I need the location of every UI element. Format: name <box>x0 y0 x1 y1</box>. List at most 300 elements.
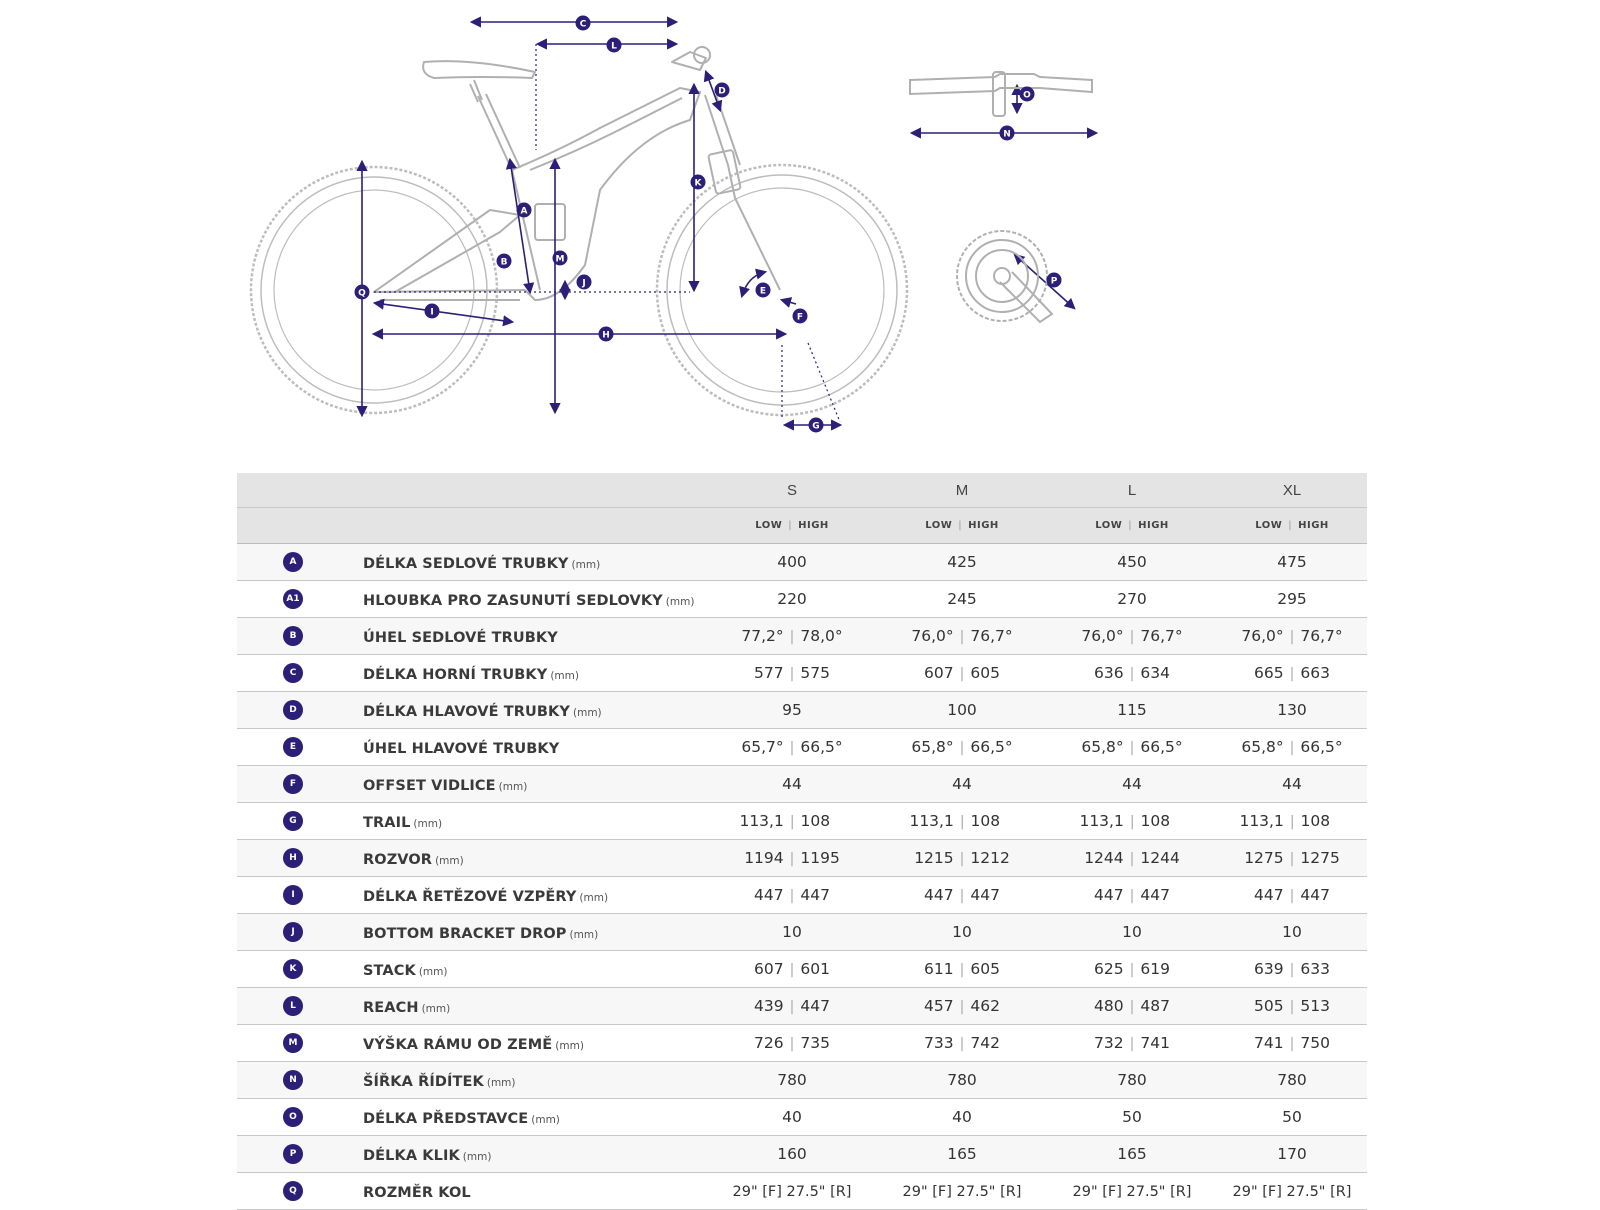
size-value-cell <box>1047 1136 1217 1173</box>
size-value-cell <box>877 877 1047 914</box>
measure-name: BOTTOM BRACKET DROP <box>363 925 567 942</box>
size-value-cell <box>877 766 1047 803</box>
value: 10 <box>952 923 972 941</box>
measure-badge: G <box>283 811 303 831</box>
table-row <box>237 1025 1367 1062</box>
measure-badge: O <box>283 1107 303 1127</box>
table-row <box>237 618 1367 655</box>
crankset-detail <box>957 231 1052 322</box>
value-separator: | <box>1129 666 1135 682</box>
value: 165 <box>947 1145 977 1163</box>
diagram-badge-label: D <box>718 86 726 97</box>
size-value-cell <box>707 914 877 951</box>
value: 475 <box>1277 553 1307 571</box>
value: 115 <box>1117 701 1147 719</box>
diagram-badge-label: F <box>796 312 804 323</box>
high-value: 1275 <box>1300 849 1340 867</box>
size-value-cell <box>1217 766 1367 803</box>
high-value: 66,5° <box>970 738 1013 756</box>
table-row <box>237 1136 1367 1173</box>
measure-name: ŠÍŘKA ŘÍDÍTEK <box>363 1073 484 1090</box>
value-separator: | <box>959 999 965 1015</box>
high-value: 108 <box>1300 812 1331 830</box>
size-value-cell <box>1217 988 1367 1025</box>
high-value: 447 <box>1140 886 1170 904</box>
high-value: 605 <box>970 664 1000 682</box>
size-value-cell <box>707 1025 877 1062</box>
size-value-cell <box>1047 581 1217 618</box>
high-value: 575 <box>800 664 830 682</box>
size-value-cell <box>1217 1062 1367 1099</box>
bike-geometry-diagram <box>0 0 1600 450</box>
low-value: 76,0° <box>1081 627 1124 645</box>
size-value-cell <box>1217 544 1367 581</box>
low-value: 457 <box>924 997 954 1015</box>
size-value-cell <box>707 1136 877 1173</box>
size-value-cell <box>707 1099 877 1136</box>
high-value: 447 <box>1300 886 1330 904</box>
measure-badge: C <box>283 663 303 683</box>
table-row <box>237 988 1367 1025</box>
high-value: 1212 <box>970 849 1010 867</box>
value: 295 <box>1277 590 1307 608</box>
measure-unit: (mm) <box>573 706 602 719</box>
high-value: 108 <box>1140 812 1171 830</box>
measure-unit: (mm) <box>486 1076 516 1089</box>
size-value-cell <box>707 692 877 729</box>
table-row <box>237 840 1367 877</box>
value-separator: | <box>789 1036 795 1052</box>
size-value-cell <box>877 581 1047 618</box>
low-value: 636 <box>1094 664 1124 682</box>
measure-unit: (mm) <box>498 780 528 793</box>
size-value-cell <box>1217 581 1367 618</box>
size-value-cell <box>877 544 1047 581</box>
table-row <box>237 766 1367 803</box>
high-value: 735 <box>800 1034 830 1052</box>
size-value-cell <box>707 729 877 766</box>
size-value-cell <box>877 1136 1047 1173</box>
measure-name: DÉLKA SEDLOVÉ TRUBKY <box>363 555 569 572</box>
measure-badge: B <box>283 626 303 646</box>
value: 780 <box>777 1071 807 1089</box>
value-separator: | <box>959 740 965 756</box>
high-value: 619 <box>1140 960 1170 978</box>
value: 780 <box>947 1071 977 1089</box>
measure-badge: F <box>283 774 303 794</box>
measure-name: STACK <box>363 962 416 979</box>
size-value-cell <box>707 877 877 914</box>
low-value: 732 <box>1094 1034 1124 1052</box>
value: 400 <box>777 553 807 571</box>
value-separator: | <box>1289 629 1295 645</box>
measure-unit: (mm) <box>418 965 448 978</box>
high-value: 447 <box>800 997 830 1015</box>
size-value-cell <box>1217 840 1367 877</box>
value-separator: | <box>789 740 795 756</box>
low-high-header-row <box>237 508 1367 544</box>
value: 10 <box>782 923 802 941</box>
size-value-cell <box>707 544 877 581</box>
size-value-cell <box>707 1173 877 1210</box>
diagram-badge-label: O <box>1023 90 1031 101</box>
value-separator: | <box>1129 629 1135 645</box>
value: 10 <box>1122 923 1142 941</box>
low-high-label: LOW | HIGH <box>707 508 877 544</box>
value-separator: | <box>959 666 965 682</box>
size-value-cell <box>1047 840 1217 877</box>
value: 40 <box>952 1108 972 1126</box>
low-value: 113,1 <box>909 812 954 830</box>
value: 170 <box>1277 1145 1307 1163</box>
size-value-cell <box>1047 692 1217 729</box>
high-value: 750 <box>1300 1034 1330 1052</box>
high-value: 76,7° <box>970 627 1013 645</box>
value-separator: | <box>789 666 795 682</box>
measure-badge: A1 <box>283 589 303 609</box>
size-value-cell <box>1047 655 1217 692</box>
low-value: 76,0° <box>1241 627 1284 645</box>
size-value-cell <box>1217 655 1367 692</box>
measure-badge: D <box>283 700 303 720</box>
low-value: 607 <box>924 664 954 682</box>
size-value-cell <box>877 1062 1047 1099</box>
measure-unit: (mm) <box>421 1002 451 1015</box>
size-value-cell <box>1047 803 1217 840</box>
high-value: 605 <box>970 960 1000 978</box>
measure-name: ROZVOR <box>363 851 433 868</box>
value: 29" [F] 27.5" [R] <box>1072 1184 1192 1200</box>
diagram-badge-label: I <box>430 307 434 318</box>
low-value: 577 <box>754 664 784 682</box>
low-value: 639 <box>1254 960 1284 978</box>
value-separator: | <box>1129 999 1135 1015</box>
value-separator: | <box>1289 851 1295 867</box>
low-value: 607 <box>754 960 784 978</box>
measure-unit: (mm) <box>665 595 695 608</box>
low-value: 625 <box>1094 960 1124 978</box>
size-value-cell <box>707 1062 877 1099</box>
size-value-cell <box>1047 618 1217 655</box>
diagram-badge-label: G <box>812 421 820 432</box>
measure-badge: N <box>283 1070 303 1090</box>
high-value: 487 <box>1140 997 1170 1015</box>
measure-badge: E <box>283 737 303 757</box>
value: 29" [F] 27.5" [R] <box>902 1184 1022 1200</box>
value-separator: | <box>959 851 965 867</box>
low-value: 113,1 <box>739 812 784 830</box>
value: 165 <box>1117 1145 1147 1163</box>
table-row <box>237 877 1367 914</box>
size-value-cell <box>1047 914 1217 951</box>
low-value: 65,8° <box>1081 738 1124 756</box>
size-value-cell <box>707 655 877 692</box>
value: 10 <box>1282 923 1302 941</box>
size-value-cell <box>1047 1173 1217 1210</box>
size-value-cell <box>707 951 877 988</box>
low-value: 113,1 <box>1239 812 1284 830</box>
size-value-cell <box>877 988 1047 1025</box>
measure-name: ROZMĚR KOL <box>363 1184 471 1201</box>
table-row <box>237 803 1367 840</box>
high-value: 76,7° <box>1300 627 1343 645</box>
high-value: 108 <box>970 812 1001 830</box>
measure-unit: (mm) <box>569 928 599 941</box>
size-header-row <box>237 473 1367 508</box>
value-separator: | <box>959 962 965 978</box>
size-header-xl: XL <box>1217 473 1367 508</box>
low-high-label: LOW | HIGH <box>1047 508 1217 544</box>
table-row <box>237 1173 1367 1210</box>
measure-unit: (mm) <box>571 558 601 571</box>
table-row <box>237 655 1367 692</box>
table-row <box>237 581 1367 618</box>
high-value: 741 <box>1140 1034 1170 1052</box>
measure-badge: M <box>283 1033 303 1053</box>
value: 95 <box>782 701 802 719</box>
value: 425 <box>947 553 977 571</box>
table-row <box>237 914 1367 951</box>
table-row <box>237 692 1367 729</box>
size-value-cell <box>877 840 1047 877</box>
value-separator: | <box>789 814 795 830</box>
high-value: 66,5° <box>800 738 843 756</box>
measure-name: DÉLKA ŘETĚZOVÉ VZPĚRY <box>363 888 577 905</box>
value: 44 <box>782 775 802 793</box>
measure-badge: I <box>283 885 303 905</box>
high-value: 462 <box>970 997 1000 1015</box>
geometry-table <box>237 473 1367 1210</box>
high-value: 108 <box>800 812 831 830</box>
value: 450 <box>1117 553 1147 571</box>
measure-unit: (mm) <box>435 854 464 867</box>
measure-badge: K <box>283 959 303 979</box>
size-value-cell <box>1217 1173 1367 1210</box>
low-value: 480 <box>1094 997 1124 1015</box>
diagram-badge-label: Q <box>358 288 366 299</box>
value-separator: | <box>959 629 965 645</box>
measure-badge: Q <box>283 1181 303 1201</box>
value-separator: | <box>1129 962 1135 978</box>
value-separator: | <box>1129 851 1135 867</box>
measure-name: ÚHEL HLAVOVÉ TRUBKY <box>363 740 560 757</box>
high-value: 447 <box>970 886 1000 904</box>
low-high-label: LOW | HIGH <box>1217 508 1367 544</box>
low-value: 65,8° <box>1241 738 1284 756</box>
size-value-cell <box>1047 766 1217 803</box>
value-separator: | <box>1289 999 1295 1015</box>
diagram-badge-label: C <box>579 19 587 30</box>
measure-name: DÉLKA HORNÍ TRUBKY <box>363 666 548 683</box>
diagram-badge-label: M <box>555 254 565 265</box>
size-value-cell <box>1047 877 1217 914</box>
size-value-cell <box>1217 803 1367 840</box>
size-value-cell <box>877 803 1047 840</box>
handlebar-detail <box>910 72 1092 116</box>
value-separator: | <box>789 851 795 867</box>
low-value: 733 <box>924 1034 954 1052</box>
size-value-cell <box>877 1173 1047 1210</box>
measure-name: HLOUBKA PRO ZASUNUTÍ SEDLOVKY <box>363 592 663 609</box>
size-value-cell <box>707 840 877 877</box>
size-value-cell <box>1217 877 1367 914</box>
low-value: 439 <box>754 997 784 1015</box>
size-value-cell <box>877 618 1047 655</box>
value: 130 <box>1277 701 1307 719</box>
size-value-cell <box>877 1025 1047 1062</box>
low-value: 726 <box>754 1034 784 1052</box>
value-separator: | <box>1289 1036 1295 1052</box>
value-separator: | <box>959 888 965 904</box>
size-header-s: S <box>707 473 877 508</box>
value: 29" [F] 27.5" [R] <box>1232 1184 1352 1200</box>
size-value-cell <box>1047 1062 1217 1099</box>
value-separator: | <box>789 888 795 904</box>
size-value-cell <box>1047 1025 1217 1062</box>
size-header-l: L <box>1047 473 1217 508</box>
value: 270 <box>1117 590 1147 608</box>
diagram-badge-label: P <box>1050 276 1058 287</box>
measure-unit: (mm) <box>555 1039 584 1052</box>
high-value: 513 <box>1300 997 1330 1015</box>
measure-badge: J <box>283 922 303 942</box>
value: 160 <box>777 1145 807 1163</box>
value-separator: | <box>959 1036 965 1052</box>
low-value: 611 <box>924 960 954 978</box>
value-separator: | <box>959 814 965 830</box>
size-value-cell <box>1047 951 1217 988</box>
value: 44 <box>952 775 972 793</box>
diagram-badge-label: A <box>520 206 528 217</box>
size-value-cell <box>707 803 877 840</box>
size-value-cell <box>707 766 877 803</box>
value-separator: | <box>1289 888 1295 904</box>
measure-unit: (mm) <box>531 1113 560 1126</box>
low-value: 1194 <box>744 849 784 867</box>
measure-name: VÝŠKA RÁMU OD ZEMĚ <box>363 1036 553 1053</box>
diagram-badge-label: J <box>582 278 586 289</box>
size-value-cell <box>707 581 877 618</box>
measure-badge: H <box>283 848 303 868</box>
size-value-cell <box>877 655 1047 692</box>
size-value-cell <box>1047 544 1217 581</box>
high-value: 76,7° <box>1140 627 1183 645</box>
low-value: 1215 <box>914 849 954 867</box>
measure-name: DÉLKA HLAVOVÉ TRUBKY <box>363 703 570 720</box>
size-value-cell <box>1217 1099 1367 1136</box>
value: 780 <box>1277 1071 1307 1089</box>
size-value-cell <box>1217 951 1367 988</box>
value-separator: | <box>789 999 795 1015</box>
table-row <box>237 729 1367 766</box>
diagram-badge-label: H <box>602 330 610 341</box>
high-value: 447 <box>800 886 830 904</box>
size-value-cell <box>707 618 877 655</box>
value-separator: | <box>789 962 795 978</box>
measure-name: DÉLKA KLIK <box>363 1147 460 1164</box>
table-row <box>237 951 1367 988</box>
high-value: 742 <box>970 1034 1000 1052</box>
value: 50 <box>1282 1108 1302 1126</box>
low-value: 447 <box>1254 886 1284 904</box>
high-value: 601 <box>800 960 830 978</box>
size-value-cell <box>1217 1025 1367 1062</box>
low-value: 1244 <box>1084 849 1124 867</box>
size-value-cell <box>877 1099 1047 1136</box>
high-value: 66,5° <box>1300 738 1343 756</box>
high-value: 663 <box>1300 664 1330 682</box>
reference-lines <box>374 41 840 422</box>
diagram-badge-label: L <box>611 41 617 52</box>
table-row <box>237 1099 1367 1136</box>
value: 29" [F] 27.5" [R] <box>732 1184 852 1200</box>
size-value-cell <box>877 914 1047 951</box>
measure-name: REACH <box>363 999 419 1016</box>
high-value: 1244 <box>1140 849 1180 867</box>
value-separator: | <box>1289 962 1295 978</box>
high-value: 634 <box>1140 664 1170 682</box>
value-separator: | <box>1289 814 1295 830</box>
low-value: 76,0° <box>911 627 954 645</box>
size-value-cell <box>1217 1136 1367 1173</box>
table-row <box>237 544 1367 581</box>
value-separator: | <box>1289 666 1295 682</box>
low-value: 65,8° <box>911 738 954 756</box>
measure-name: ÚHEL SEDLOVÉ TRUBKY <box>363 629 558 646</box>
diagram-badge-label: E <box>759 286 767 297</box>
geometry-table-body <box>237 544 1367 1210</box>
diagram-badge-label: K <box>694 178 702 189</box>
value: 220 <box>777 590 807 608</box>
diagram-badge-label: N <box>1003 129 1011 140</box>
measure-badge: P <box>283 1144 303 1164</box>
measure-unit: (mm) <box>413 817 443 830</box>
value: 780 <box>1117 1071 1147 1089</box>
value-separator: | <box>789 629 795 645</box>
high-value: 1195 <box>800 849 840 867</box>
measure-name: OFFSET VIDLICE <box>363 777 496 794</box>
value: 245 <box>947 590 977 608</box>
low-value: 113,1 <box>1079 812 1124 830</box>
value-separator: | <box>1129 814 1135 830</box>
measure-unit: (mm) <box>550 669 579 682</box>
low-value: 505 <box>1254 997 1284 1015</box>
measure-name: DÉLKA PŘEDSTAVCE <box>363 1110 529 1127</box>
value: 40 <box>782 1108 802 1126</box>
size-value-cell <box>877 951 1047 988</box>
low-high-label: LOW | HIGH <box>877 508 1047 544</box>
measure-name: TRAIL <box>363 814 411 831</box>
size-value-cell <box>1047 729 1217 766</box>
low-value: 65,7° <box>741 738 784 756</box>
low-value: 447 <box>1094 886 1124 904</box>
value-separator: | <box>1129 740 1135 756</box>
size-value-cell <box>1217 618 1367 655</box>
value: 44 <box>1282 775 1302 793</box>
low-value: 1275 <box>1244 849 1284 867</box>
value-separator: | <box>1129 1036 1135 1052</box>
size-value-cell <box>1047 1099 1217 1136</box>
high-value: 66,5° <box>1140 738 1183 756</box>
size-header-m: M <box>877 473 1047 508</box>
measure-unit: (mm) <box>579 891 609 904</box>
high-value: 633 <box>1300 960 1330 978</box>
low-value: 741 <box>1254 1034 1284 1052</box>
low-value: 447 <box>754 886 784 904</box>
low-value: 665 <box>1254 664 1284 682</box>
low-value: 447 <box>924 886 954 904</box>
value: 44 <box>1122 775 1142 793</box>
